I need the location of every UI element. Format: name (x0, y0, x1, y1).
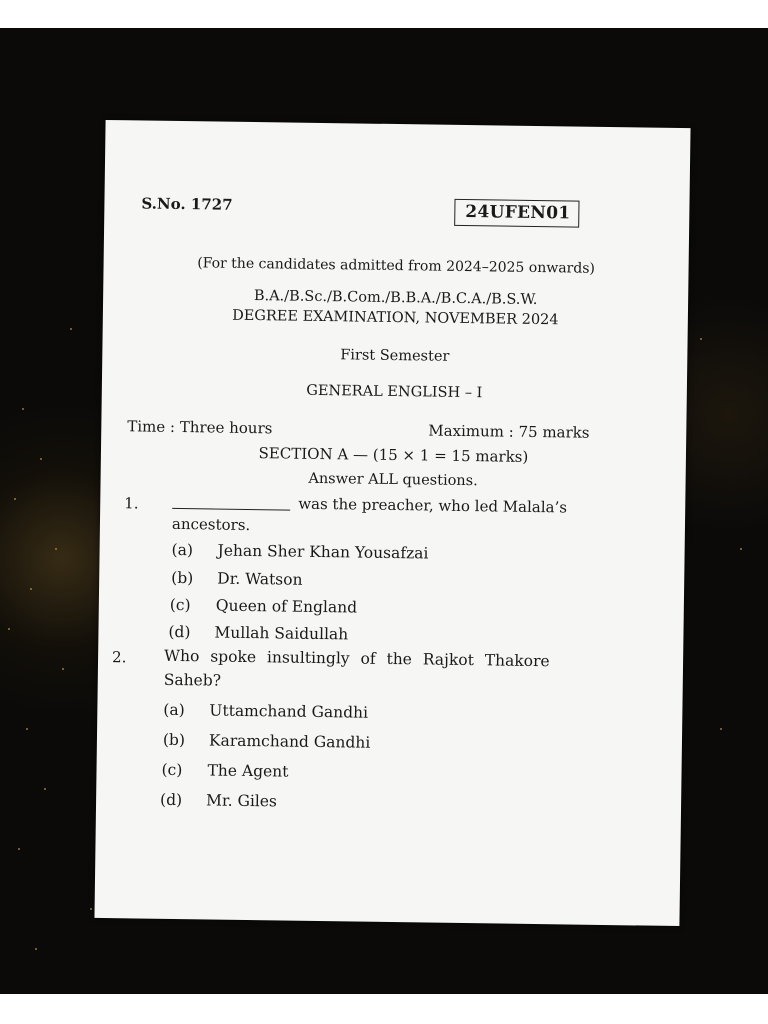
question-number: 2. (111, 648, 127, 667)
question-text-line: Who spoke insultingly of the Rajkot Thakore (163, 646, 550, 671)
question-text-line: was the preacher, who led Malala’s (298, 494, 568, 517)
option-row (163, 731, 371, 752)
option-text: Uttamchand Gandhi (209, 701, 369, 722)
admission-note: (For the candidates admitted from 2024–2025 onwards) (197, 255, 596, 277)
option-row (170, 596, 357, 617)
photo-background (0, 28, 768, 994)
option-label: (b) (162, 730, 186, 750)
maximum-marks: Maximum : 75 marks (428, 421, 590, 442)
paper-code-box: 24UFEN01 (454, 199, 579, 228)
option-row (160, 791, 277, 811)
question-text-line: ancestors. (171, 514, 251, 535)
question-text (172, 493, 567, 517)
option-row (163, 701, 368, 722)
option-label: (b) (171, 568, 194, 588)
option-text: Mr. Giles (205, 791, 278, 811)
answer-blank (172, 497, 290, 510)
subject-title: GENERAL ENGLISH – I (306, 382, 483, 402)
question-number: 1. (124, 494, 139, 513)
option-label: (c) (161, 760, 183, 780)
serial-number: S.No. 1727 (141, 194, 233, 214)
option-label: (d) (168, 622, 191, 642)
option-text: Queen of England (215, 596, 358, 617)
semester-title: First Semester (340, 347, 450, 365)
option-row (171, 569, 303, 589)
option-label: (c) (169, 595, 191, 615)
option-text: Mullah Saidullah (214, 623, 349, 644)
option-text: Jehan Sher Khan Yousafzai (217, 541, 429, 563)
option-text: The Agent (207, 761, 289, 781)
option-row (171, 541, 428, 563)
exam-paper (94, 120, 690, 926)
option-label: (d) (159, 790, 183, 810)
option-label: (a) (163, 700, 185, 720)
instruction: Answer ALL questions. (308, 470, 478, 490)
section-heading: SECTION A — (15 × 1 = 15 marks) (258, 444, 529, 466)
option-text: Karamchand Gandhi (208, 731, 371, 752)
question-text-line: Saheb? (163, 670, 222, 690)
option-row (168, 623, 348, 644)
time-allowed: Time : Three hours (127, 417, 273, 438)
option-row (161, 761, 288, 781)
degree-list: B.A./B.Sc./B.Com./B.B.A./B.C.A./B.S.W. (253, 288, 538, 309)
option-text: Dr. Watson (217, 569, 303, 589)
examination-title: DEGREE EXAMINATION, NOVEMBER 2024 (232, 307, 559, 329)
option-label: (a) (171, 540, 194, 560)
